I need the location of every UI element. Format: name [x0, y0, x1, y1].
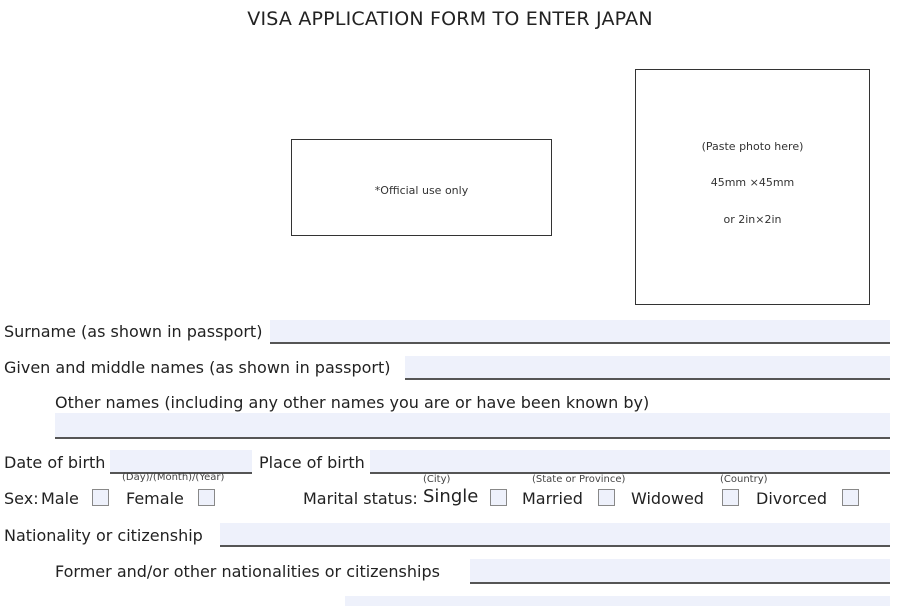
photo-size-in: or 2in×2in — [723, 213, 782, 226]
widowed-checkbox[interactable] — [722, 489, 739, 506]
pob-city-hint: (City) — [423, 474, 451, 485]
next-field-partial[interactable] — [345, 596, 890, 606]
dob-label: Date of birth — [4, 453, 106, 472]
male-checkbox[interactable] — [92, 489, 109, 506]
pob-country-hint: (Country) — [720, 474, 768, 485]
divorced-checkbox[interactable] — [842, 489, 859, 506]
pob-label: Place of birth — [259, 453, 365, 472]
single-label: Single — [423, 486, 479, 507]
other-names-label: Other names (including any other names you are or have been known by) — [55, 393, 650, 412]
dob-input[interactable] — [110, 450, 252, 474]
married-checkbox[interactable] — [598, 489, 615, 506]
surname-input[interactable] — [270, 320, 890, 344]
photo-box — [635, 69, 870, 305]
married-label: Married — [522, 489, 583, 508]
photo-size-mm: 45mm ×45mm — [710, 176, 795, 189]
official-use-box — [291, 139, 552, 236]
photo-label: (Paste photo here) — [701, 140, 804, 153]
form-title: VISA APPLICATION FORM TO ENTER JAPAN — [247, 8, 653, 30]
other-names-input[interactable] — [55, 413, 890, 439]
official-use-label: *Official use only — [374, 184, 469, 197]
former-nationality-input[interactable] — [470, 559, 890, 584]
nationality-label: Nationality or citizenship — [4, 526, 203, 545]
divorced-label: Divorced — [756, 489, 828, 508]
former-nationality-label: Former and/or other nationalities or citizenships — [55, 562, 440, 581]
marital-label: Marital status: — [303, 489, 418, 508]
nationality-input[interactable] — [220, 523, 890, 547]
pob-state-hint: (State or Province) — [532, 474, 626, 485]
given-names-input[interactable] — [405, 356, 890, 380]
widowed-label: Widowed — [631, 489, 704, 508]
female-checkbox[interactable] — [198, 489, 215, 506]
female-label: Female — [126, 489, 184, 508]
dob-hint: (Day)/(Month)/(Year) — [122, 472, 225, 483]
pob-input[interactable] — [370, 450, 890, 474]
male-label: Male — [41, 489, 79, 508]
given-names-label: Given and middle names (as shown in passport) — [4, 358, 391, 377]
sex-label: Sex: — [4, 489, 39, 508]
surname-label: Surname (as shown in passport) — [4, 322, 263, 341]
single-checkbox[interactable] — [490, 489, 507, 506]
